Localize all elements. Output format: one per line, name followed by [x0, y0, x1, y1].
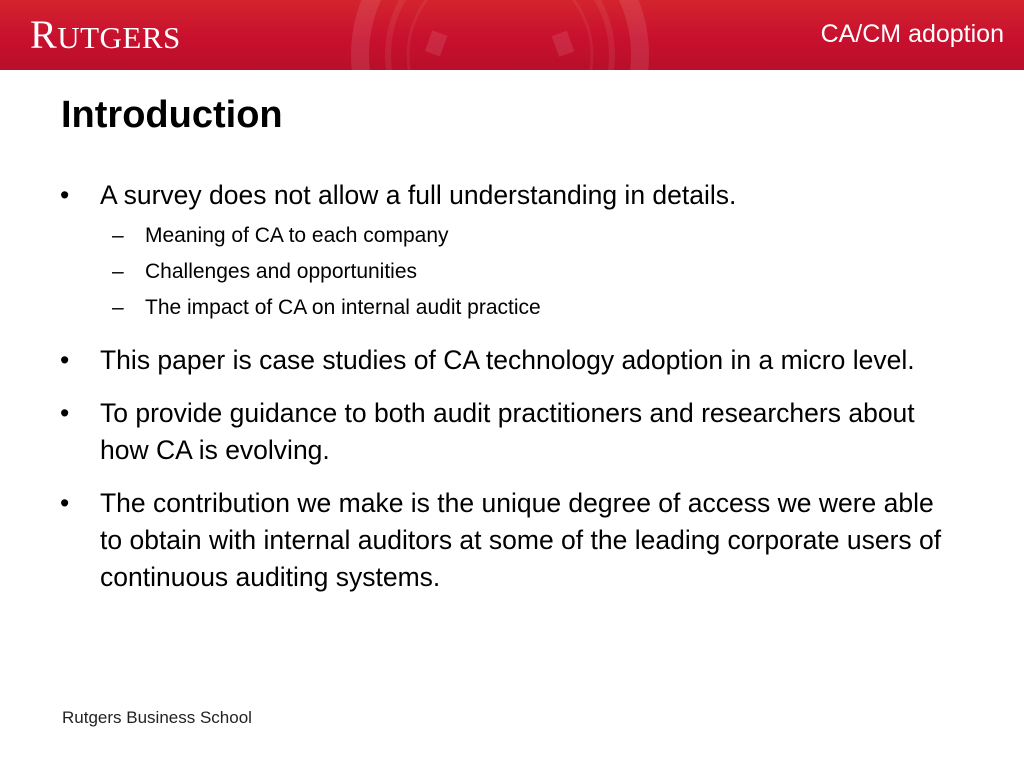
bullet-text: The contribution we make is the unique degree of access we were able to obtain with internal auditors at some of the leading corporate users of continuous auditing systems.: [100, 488, 942, 592]
logo-initial: R: [30, 12, 58, 57]
rutgers-logo: [30, 12, 181, 61]
sub-bullet-item: [100, 290, 960, 326]
logo-rest: UTGERS: [57, 20, 181, 55]
sub-bullet-marker: –: [112, 224, 124, 247]
slide-title: Introduction: [61, 94, 283, 136]
bullet-item: [60, 342, 960, 379]
header-banner: [0, 0, 1024, 70]
sub-bullet-marker: –: [112, 260, 124, 283]
bullet-item: [60, 395, 960, 469]
sub-bullet-text: Challenges and opportunities: [145, 260, 418, 283]
bullet-text: This paper is case studies of CA technology adoption in a micro level.: [100, 345, 915, 375]
bullet-marker: •: [60, 180, 70, 210]
seal-watermark-icon: [350, 0, 650, 70]
bullet-item: [60, 177, 960, 326]
bullet-text: To provide guidance to both audit practitioners and researchers about how CA is evolving.: [100, 398, 915, 465]
section-title: CA/CM adoption: [820, 20, 1004, 48]
bullet-marker: •: [60, 398, 70, 428]
sub-bullet-list: [100, 218, 960, 326]
sub-bullet-item: [100, 254, 960, 290]
sub-bullet-text: The impact of CA on internal audit practice: [145, 296, 541, 319]
sub-bullet-text: Meaning of CA to each company: [145, 224, 449, 247]
bullet-item: [60, 485, 960, 596]
bullet-text: A survey does not allow a full understanding in details.: [100, 180, 737, 210]
sub-bullet-item: [100, 218, 960, 254]
footer-text: Rutgers Business School: [62, 708, 252, 727]
bullet-marker: •: [60, 345, 70, 375]
sub-bullet-marker: –: [112, 296, 124, 319]
bullet-list: [60, 177, 960, 612]
bullet-marker: •: [60, 488, 70, 518]
